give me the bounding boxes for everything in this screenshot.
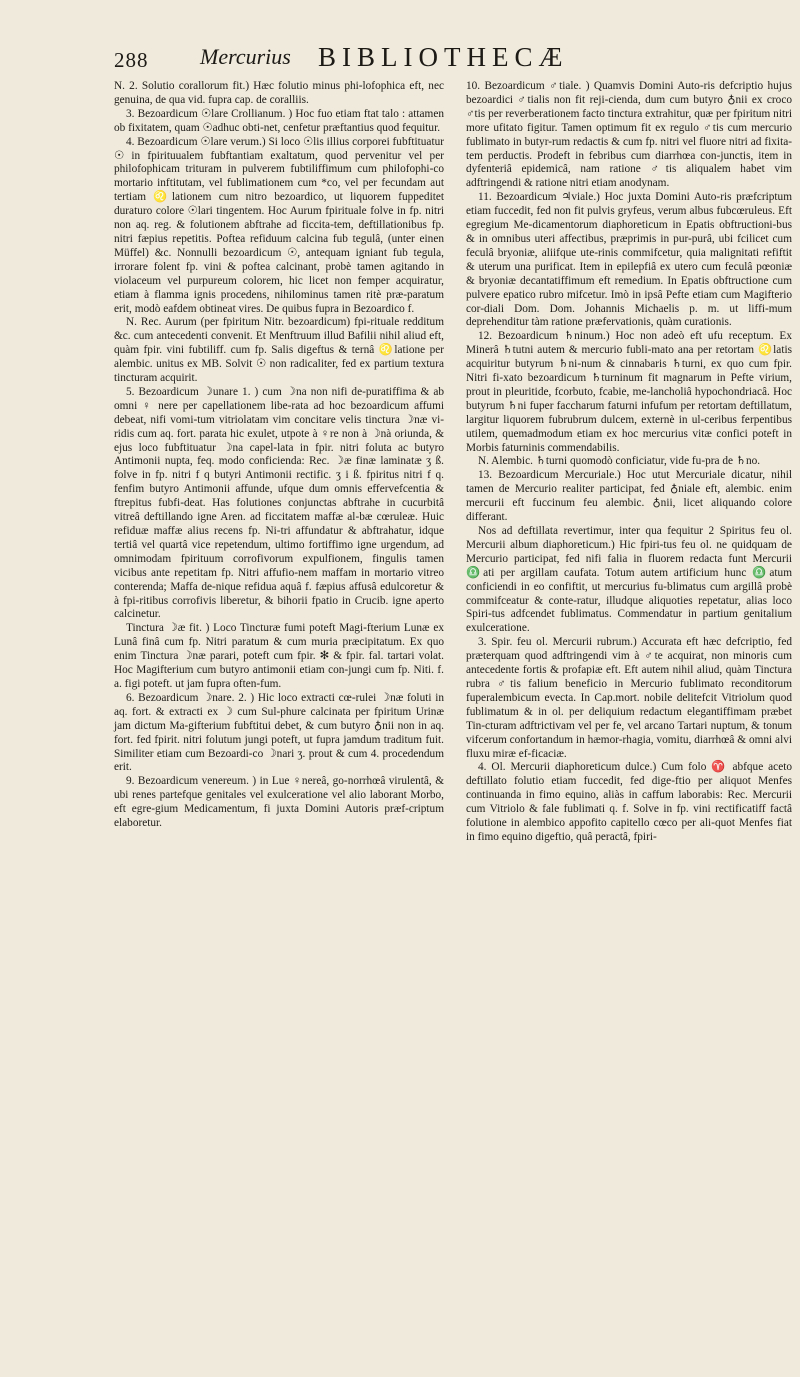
paragraph: 11. Bezoardicum ♃viale.) Hoc juxta Domini Auto-ris præfcriptum etiam fuccedit, fed non fit pulvis gryfeus, verum albus fubcœruleus. Eft egregium Me-dicamentorum diaphoreticum in Epatis obftructioni-bus & in omnibus uteri affectibus, præprimis in pur-purâ, ubi fcilicet cum feculâ bryoniæ, aliifque ute-rinis commifcetur, quia malignitati refiftit & uterum una purificat. Item in epilepfiâ ex utero cum feculâ pœoniæ & bryoniæ decantatiffimum eft remedium. In Epatis obftructione cum pulvere epatico rubro mifcetur. Imò in ipsâ Pefte etiam cum Magifterio cor-diali Dom. Dom. Johannis Michaelis p. m. ut liffi-mum deprehenditur tàm ratione præfervationis, quàm curationis. [466, 191, 792, 329]
paragraph: Tinctura ☽æ fit. ) Loco Tincturæ fumi poteft Magi-fterium Lunæ ex Lunâ finâ cum fp. Nitri paratum & cum muria præcipitatum. Ex quo enim Tinctura ☽næ parari, poteft cum fpir. ✻ & fpir. fal. tartari volat. Hoc Magifterium cum butyro antimonii etiam con-jungi cum fp. Niti. f. a. figi poteft. ut jam fupra often-fum. [114, 622, 444, 690]
paragraph: 12. Bezoardicum ♄ninum.) Hoc non adeò eft ufu receptum. Ex Minerâ ♄tutni autem & mercurio fubli-mato ana per retortam ♌latis acquiritur butyrum ♄ni-num & cinnabaris ♄turni, ex quo cum fpir. Nitri fi-xato bezoardicum ♄turninum fit magnarum in Pefte virium, prout in pleuritide, fcorbuto, fcabie, me-lancholiâ hypochondriacâ. Hoc butyrum ♄ni fuper faccharum faturni infufum per retortam deftillatum, largitur liquorem fubrubrum dulcem, externè in ul-ceribus ferpentibus utilem, quemadmodum etiam ex hoc mercurius vitæ confici poteft in Morbis faturninis commendabilis. [466, 330, 792, 454]
paragraph: 9. Bezoardicum venereum. ) in Lue ♀nereâ, go-norrhœâ virulentâ, & ubi renes partefque genitales vel exulceratione vel alio laborant Morbo, eft egre-gium Medicamentum, fi juxta Domini Autoris præf-criptum elaboretur. [114, 775, 444, 830]
paragraph: 5. Bezoardicum ☽unare 1. ) cum ☽na non nifi de-puratiffima & ab omni ♀ nere per capellationem libe-rata ad hoc bezoardicum affumi debeat, nifi vomi-tum vitriolatam vim concitare velis tinctura ☽næ vi-ridis cum aq. fort. parata hic exulet, utpote à ♀re non à ☽nà oriunda, & ejus loco fubftituatur ☽na capel-lata in fpir. nitri foluta ac butyro Antimonii nupta, feq. modo conficienda: Rec. ☽æ finæ laminatæ ʒ ß. folve in fp. nitri f q butyri Antimonii rectific. ʒ i ß. fpiritus nitri f q. fenfim butyro Antimonii affunde, ufque dum omnis effervefcentia & ftrepitus fubfi-deat. Has folutiones conjunctas abftrahe in cucurbitâ vitreâ deftillando igne Aren. ad ficcitatem maffæ al-bæ cœruleæ. Huic refiduæ maffæ alius recens fp. Ni-tri affundatur & abftrahatur, idque tertiâ vel quartâ vice repetendum, ultimo fortiffimo igne urgendum, ad omnimodam fpirituum corrofivorum expulfionem, fingulis tamen vicibus ante repetitam fp. Nitri affufio-nem maffam in mortario vitreo conterenda; Maffa de-nique refidua aquâ f. fæpius affusâ edulcoretur & à fpi-ritibus corrofivis liberetur, & bihorii fpatio in Crucib. igne aperto calcinetur. [114, 385, 444, 621]
paragraph: 4. Ol. Mercurii diaphoreticum dulce.) Cum folo ♈ abfque aceto deftillato folutio etiam fuccedit, fed dige-ftio per aliquot Menfes continuanda in fimo equino, aliàs in caffum laborabis: Rec. Mercurii cum Vitriolo & fale fublimati q. f. Solve in fp. vini rectificatiff factâ folutione in alembico appofito capitello cœco per ali-quot Menfes fiat in fimo equino digeftio, quâ peractâ, fpiri- [466, 761, 792, 843]
right-column [466, 80, 792, 845]
paragraph: 10. Bezoardicum ♂tiale. ) Quamvis Domini Auto-ris defcriptio hujus bezoardici ♂tialis non fit reji-cienda, dum cum butyro ♁nii ex croco ♂tis per reverberationem facto tinctura extrahitur, quæ per fpiritum nitri more ufitato figitur. Tamen optimum fit ex regulo ♂tis cum mercurio fublimato in butyr-rum redactis & cum fp. nitri vel fluore nitri ad fixita-tem perductis. Prodeft in febribus cum diarrhœa con-junctis, item in dyfenteriâ epidemicâ, nam ratione ♂tis aliqualem habet vim adftringendi & ratione nitri etiam anodynam. [466, 80, 792, 190]
running-head: Mercurius [200, 44, 291, 69]
book-title: BIBLIOTHECÆ [318, 42, 569, 72]
paragraph: N. Alembic. ♄turni quomodò conficiatur, vide fu-pra de ♄no. [478, 455, 761, 468]
paragraph: 6. Bezoardicum ☽nare. 2. ) Hic loco extracti cœ-rulei ☽næ foluti in aq. fort. & extracti ex ☽ cum Sul-phure calcinata per fpiritum Urinæ jam dictum Ma-gifterium fubftitui debet, & cum butyro ♁nii non in aq. fort. fed fpirit. nitri folutum jungi poteft, ut fupra jamdum traditum fuit. Similiter etiam cum Bezoardi-co ☽nari ʒ. prout & cum 4. procedendum erit. [114, 691, 444, 774]
paragraph: N. 2. Solutio corallorum fit.) Hæc folutio minus phi-lofophica eft, nec genuina, de qua vid. fupra cap. de coralliis. [114, 80, 444, 106]
paragraph: 4. Bezoardicum ☉lare verum.) Si loco ☉lis illius corporei fubftituatur ☉ in fpirituualem fubftantiam exaltatum, quod pervenitur vel per philofophicam trituram in pulverem fubtiliffimum cum philofophi-co mortario inftitutam, vel fublimationem cum *co, vel per fecundam aut tertiam ♌lationem cum nitro bezoardico, ut liquorem fuppeditet duraturo colore ☉lari tingentem. Hoc Aurum fpirituale folve in fp. nitri non aq. reg. & folutionem abftrahe ad ficcita-tem, deftillationibus fp. nitri fæpius repetitis. Poftea refiduum calcina fub tegulâ, (unter einen Müffel) &c. Nonnulli bezoardicum ☉, antequam igniant fub tegula, irrorare folent fp. vini & poftea calcinant, probè tamen agitando in violaceum vel purpureum colorem, hic licet non femper acquiratur, etiam à flamma ignis procedens, nihilominus tamen ritè præ-paratum erit, modò eafdem obtineat vires. De quibus fupra in Bezoardico f. [114, 135, 444, 315]
page-number: 288 [114, 48, 149, 72]
paragraph: 13. Bezoardicum Mercuriale.) Hoc utut Mercuriale dicatur, nihil tamen de Mercurio realiter participat, fed ♁niale eft, alembic. enim mercurii eft fuccinum feu alembic. ♁nii, licet aliquando colore differant. [466, 469, 792, 524]
paragraph: Nos ad deftillata revertimur, inter qua fequitur 2 Spiritus feu ol. Mercurii album diaphoreticum.) Hic fpiri-tus feu ol. ne quidquam de Mercurio participat, fed nifi falia in fluorem redacta funt Mercurii ♎ati per argillam caufata. Totum autem artificium hunc ♎atum conficiendi in eo confiftit, ut mercurius fu-blimatus cum argillâ probè commifceatur & conte-ratur, illudque aliquoties repetatur, alias loco Spiri-tus adfcendet fublimatus. Commendatur in partium genitalium exulceratione. [466, 525, 792, 635]
left-column [114, 80, 444, 831]
page-header [0, 42, 800, 76]
paragraph: N. Rec. Aurum (per fpiritum Nitr. bezoardicum) fpi-rituale redditum &c. cum antecedenti convenit. Et Menftruum illud Bafilii nihil aliud eft, quàm fpir. vini fubtiliff. cum fp. Salis digeftus & ternâ ♌latione per alembic. unitus ex MB. Solvit ☉ non radicaliter, fed ex partium textura tincturam acquirit. [114, 316, 444, 385]
paragraph: 3. Spir. feu ol. Mercurii rubrum.) Accurata eft hæc defcriptio, fed præterquam quod adftringendi vim à ♂te acquirat, non minoris cum antecedente fortis & profapiæ eft. Eft autem nihil aliud, quàm Tinctura rubra ♂tis falium beneficio in Mercurio fublimato reconditorum fuperalembicum evecta. In Cap.mort. nobile delitefcit Vitriolum quod fublimatum & in ol. per deliquium redactum elegantiffimam præbet Tin-cturam adftrictivam vel per fe, vel arcano Tartari nuptum, & tonum vifcerum confortandum in hæmor-rhagia, vomitu, diarrhœâ & omni alvi fluxu miræ ef-ficaciæ. [466, 636, 792, 760]
paragraph: 3. Bezoardicum ☉lare Crollianum. ) Hoc fuo etiam ftat talo : attamen ob fixitatem, quam ☉adhuc obti-net, cenfetur præftantius quod fequitur. [114, 107, 444, 134]
